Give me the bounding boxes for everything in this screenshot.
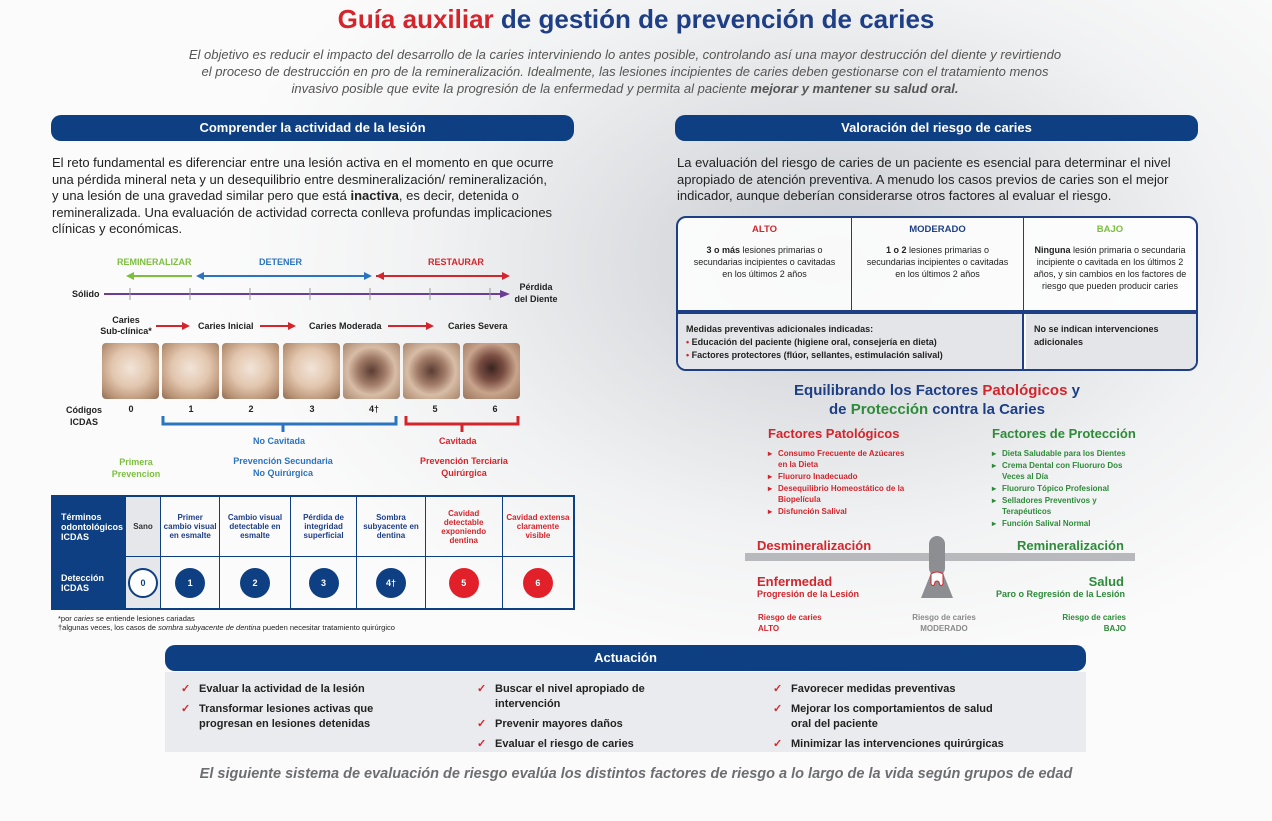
actuacion-col1 xyxy=(181,682,381,737)
list-item: ✓ Evaluar la actividad de la lesión xyxy=(181,683,365,695)
tooth-image-1 xyxy=(162,343,219,399)
table-row xyxy=(52,557,574,609)
icdas-badge: 4† xyxy=(376,568,406,598)
pro-list xyxy=(992,448,1128,530)
code-number: 6 xyxy=(492,404,498,414)
prevencion-secundaria: Prevención Secundaria No Quirúrgica xyxy=(233,456,333,478)
medidas-title: Medidas preventivas adicionales indicadas: xyxy=(686,324,874,334)
footnote: †algunas veces, los casos de sombra subyacente de dentina pueden necesitar tratamiento quirúrgico xyxy=(58,623,395,632)
detection-cell xyxy=(160,557,219,609)
code-number: 5 xyxy=(432,404,438,414)
risk-alto-label: ALTO xyxy=(752,224,777,235)
pat-title: Factores Patológicos xyxy=(768,426,900,441)
list-item: ▸ Función Salival Normal xyxy=(992,519,1091,528)
list-item: ▸ Disfunción Salival xyxy=(768,507,847,516)
risk-label-moderado: Riesgo de caries MODERADO xyxy=(912,613,976,633)
list-item: ✓ Transformar lesiones activas que progresan en lesiones detenidas xyxy=(181,703,374,730)
row-header: Términos odontológicos ICDAS xyxy=(52,496,125,557)
right-section-header: Valoración del riesgo de caries xyxy=(675,115,1198,141)
icdas-badge: 1 xyxy=(175,568,205,598)
list-item: ▸ Crema Dental con Fluoruro Dos Veces al Día xyxy=(992,461,1123,481)
medida-item: • Educación del paciente (higiene oral, consejería en dieta) xyxy=(686,337,937,347)
icdas-table xyxy=(51,495,575,610)
icdas-badge: 0 xyxy=(128,568,158,598)
intro-line: el proceso de destrucción en pro de la remineralización. Idealmente, las lesiones incipientes de caries deben gestionarse con el tratamiento menos xyxy=(201,64,1049,79)
caries-severa-label: Caries Severa xyxy=(448,321,508,331)
check-icon: ✓ xyxy=(477,738,487,750)
term-cell: Cambio visual detectable en esmalte xyxy=(220,496,290,557)
term-cell: Pérdida de integridad superficial xyxy=(290,496,357,557)
stage-restaurar: RESTAURAR xyxy=(428,257,484,267)
footer-text: El siguiente sistema de evaluación de riesgo evalúa los distintos factores de riesgo a lo largo de la vida según grupos de edad xyxy=(199,766,1073,782)
list-item: ▸ Dieta Saludable para los Dientes xyxy=(992,449,1126,458)
caries-arrows xyxy=(150,320,450,332)
risk-alto xyxy=(678,218,852,310)
cavitada-label: Cavitada xyxy=(439,436,477,446)
risk-label-alto: Riesgo de caries ALTO xyxy=(758,613,822,633)
term-cell: Cavidad extensa claramente visible xyxy=(502,496,574,557)
right-paragraph: La evaluación del riesgo de caries de un paciente es esencial para determinar el nivel apropiado de atención preventiva. A menudo los casos previos de caries son el mejor indicador, aunque deberían considerarse otros factores al evaluar el riesgo. xyxy=(677,155,1171,203)
list-item: ✓ Buscar el nivel apropiado de intervención xyxy=(477,683,645,710)
icdas-badge: 2 xyxy=(240,568,270,598)
code-number: 3 xyxy=(309,404,315,414)
list-item: ▸ Fluoruro Inadecuado xyxy=(768,472,858,481)
axis-end-label: Pérdida del Diente xyxy=(514,282,558,304)
group-brackets xyxy=(160,414,525,434)
risk-bajo-text: Ninguna lesión primaria o secundaria incipiente o cavitada en los últimos 2 años, y sin cambios en los factores de riesgo que pueden producir caries xyxy=(1033,245,1187,291)
check-icon: ✓ xyxy=(181,683,191,695)
paro-label: Paro o Regresión de la Lesión xyxy=(995,589,1125,599)
remineralizacion-label: Remineralización xyxy=(1017,538,1124,553)
intro-line: invasivo posible que evite la progresión de la enfermedad y permita al paciente mejorar y mantener su salud oral. xyxy=(291,81,959,96)
actuacion-col2 xyxy=(477,682,647,757)
term-cell: Cavidad detectable exponiendo dentina xyxy=(425,496,502,557)
code-number: 2 xyxy=(248,404,254,414)
no-cavitada-label: No Cavitada xyxy=(253,436,306,446)
row-header: Detección ICDAS xyxy=(52,557,125,609)
footnotes xyxy=(58,614,395,632)
risk-moderado-text: 1 o 2 lesiones primarias o secundarias incipientes o cavitadas en los últimos 2 años xyxy=(866,245,1009,279)
code-number: 4† xyxy=(368,404,379,414)
caries-moderada-label: Caries Moderada xyxy=(309,321,382,331)
page-title xyxy=(0,4,1272,35)
list-item: ✓ Mejorar los comportamientos de salud oral del paciente xyxy=(773,703,993,730)
stage-detener: DETENER xyxy=(259,257,303,267)
medidas-box xyxy=(678,314,1024,371)
risk-table xyxy=(676,216,1198,371)
caries-subclinica-label: Caries Sub-clínica* xyxy=(100,315,152,336)
risk-label-bajo: Riesgo de caries BAJO xyxy=(1062,613,1126,633)
list-item: ✓ Favorecer medidas preventivas xyxy=(773,683,956,695)
tooth-image-4 xyxy=(343,343,400,399)
list-item: ▸ Fluoruro Tópico Profesional xyxy=(992,484,1110,493)
balance-title: Equilibrando los Factores Patológicos y de Protección contra la Caries xyxy=(794,382,1080,418)
intro-line: El objetivo es reducir el impacto del desarrollo de la caries interviniendo lo antes posible, controlando así una mayor destrucción del diente y revirtiendo xyxy=(188,47,1062,62)
check-icon: ✓ xyxy=(773,683,783,695)
intro-text xyxy=(150,46,1100,97)
code-number: 0 xyxy=(128,404,134,414)
stage-remineralizar: REMINERALIZAR xyxy=(117,257,192,267)
title-part1: Guía auxiliar xyxy=(337,4,494,34)
medida-item: • Factores protectores (flúor, sellantes, estimulación salival) xyxy=(686,350,943,360)
icdas-badge: 5 xyxy=(449,568,479,598)
check-icon: ✓ xyxy=(773,703,783,715)
table-row xyxy=(52,496,574,557)
list-item: ✓ Evaluar el riesgo de caries xyxy=(477,738,634,750)
term-cell: Primer cambio visual en esmalte xyxy=(160,496,219,557)
primera-prevencion: Primera Prevencion xyxy=(111,457,161,479)
desmineralizacion-label: Desmineralización xyxy=(757,538,872,553)
list-item: ✓ Minimizar las intervenciones quirúrgicas xyxy=(773,738,1004,750)
icdas-badge: 6 xyxy=(523,568,553,598)
codes-label: Códigos ICDAS xyxy=(66,405,102,427)
list-item: ✓ Prevenir mayores daños xyxy=(477,718,623,730)
no-intervenciones: No se indican intervenciones adicionales xyxy=(1026,314,1196,371)
term-cell: Sano xyxy=(125,496,160,557)
list-item: ▸ Desequilibrio Homeostático de la Biopelícula xyxy=(768,484,905,504)
list-item: ▸ Selladores Preventivos y Terapéuticos xyxy=(992,496,1097,516)
pat-list xyxy=(768,448,908,518)
prevencion-terciaria: Prevención Terciaria Quirúrgica xyxy=(420,456,508,478)
risk-alto-text: 3 o más lesiones primarias o secundarias incipientes o cavitadas en los últimos 2 años xyxy=(693,245,836,279)
tooth-image-6 xyxy=(463,343,520,399)
risk-bajo xyxy=(1024,218,1196,310)
actuacion-header: Actuación xyxy=(165,645,1086,671)
tooth-image-0 xyxy=(102,343,159,399)
detection-cell xyxy=(220,557,290,609)
list-item: ▸ Consumo Frecuente de Azúcares en la Dieta xyxy=(768,449,905,469)
tooth-image-2 xyxy=(222,343,279,399)
tooth-image-5 xyxy=(403,343,460,399)
enfermedad-label: Enfermedad xyxy=(757,574,833,589)
title-part2: de gestión de prevención de caries xyxy=(500,4,935,34)
risk-bajo-label: BAJO xyxy=(1096,224,1124,235)
code-number: 1 xyxy=(188,404,194,414)
left-section-header: Comprender la actividad de la lesión xyxy=(51,115,574,141)
detection-cell xyxy=(290,557,357,609)
progression-axis xyxy=(100,266,540,306)
detection-cell xyxy=(425,557,502,609)
term-cell: Sombra subyacente en dentina xyxy=(357,496,425,557)
check-icon: ✓ xyxy=(181,703,191,715)
left-paragraph: El reto fundamental es diferenciar entre una lesión activa en el momento en que ocurre una pérdida mineral neta y un desequilibrio entre desmineralización/ remineralización, y una lesión de una gravedad similar pero que está inactiva, es decir, detenida o remineralizada. Una evaluación de actividad correcta conlleva profundas implicaciones clínicas y económicas. xyxy=(52,155,554,236)
check-icon: ✓ xyxy=(773,738,783,750)
risk-moderado xyxy=(852,218,1024,310)
actuacion-col3 xyxy=(773,682,1013,757)
axis-start-label: Sólido xyxy=(72,289,100,299)
check-icon: ✓ xyxy=(477,683,487,695)
caries-inicial-label: Caries Inicial xyxy=(198,321,254,331)
check-icon: ✓ xyxy=(477,718,487,730)
progresion-label: Progresión de la Lesión xyxy=(757,589,860,599)
tooth-image-3 xyxy=(283,343,340,399)
footnote: *por caries se entiende lesiones cariadas xyxy=(58,614,195,623)
detection-cell xyxy=(125,557,160,609)
risk-moderado-label: MODERADO xyxy=(909,224,966,235)
detection-cell xyxy=(357,557,425,609)
salud-label: Salud xyxy=(1088,574,1124,589)
detection-cell xyxy=(502,557,574,609)
pro-title: Factores de Protección xyxy=(992,426,1136,441)
icdas-badge: 3 xyxy=(309,568,339,598)
